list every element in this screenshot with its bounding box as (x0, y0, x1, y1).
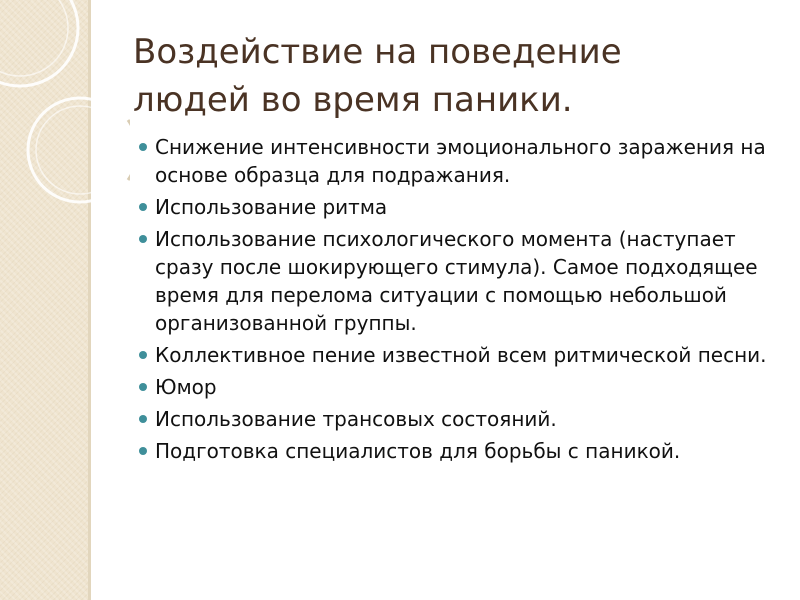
bullet-dot-icon (139, 415, 147, 423)
slide-title-line-2: людей во время паники. (133, 80, 573, 120)
bullet-text: Использование психологического момента (наступает сразу после шокирующего стимула). Самое подходящее время для перелома ситуации с помощью небольшой организованной группы. (155, 227, 758, 335)
bullet-item (136, 437, 786, 465)
bullet-dot-icon (139, 203, 147, 211)
bullet-text: Подготовка специалистов для борьбы с паникой. (155, 439, 681, 463)
ring-ornament-icon (0, 0, 130, 240)
bullet-text: Коллективное пение известной всем ритмической песни. (155, 343, 767, 367)
bullet-dot-icon (139, 143, 147, 151)
bullet-dot-icon (139, 235, 147, 243)
bullet-text: Использование трансовых состояний. (155, 407, 557, 431)
bullet-dot-icon (139, 351, 147, 359)
bullet-item (136, 373, 786, 401)
bullet-item (136, 225, 786, 337)
bullet-item (136, 405, 786, 433)
bullet-list (136, 133, 786, 469)
bullet-item (136, 341, 786, 369)
bullet-text: Снижение интенсивности эмоционального заражения на основе образца для подражания. (155, 135, 766, 187)
bullet-dot-icon (139, 383, 147, 391)
bullet-dot-icon (139, 447, 147, 455)
slide-title (133, 28, 773, 124)
slide-title-line-1: Воздействие на поведение (133, 32, 622, 72)
bullet-text: Использование ритма (155, 195, 388, 219)
bullet-item (136, 133, 786, 189)
bullet-text: Юмор (155, 375, 217, 399)
bullet-item (136, 193, 786, 221)
